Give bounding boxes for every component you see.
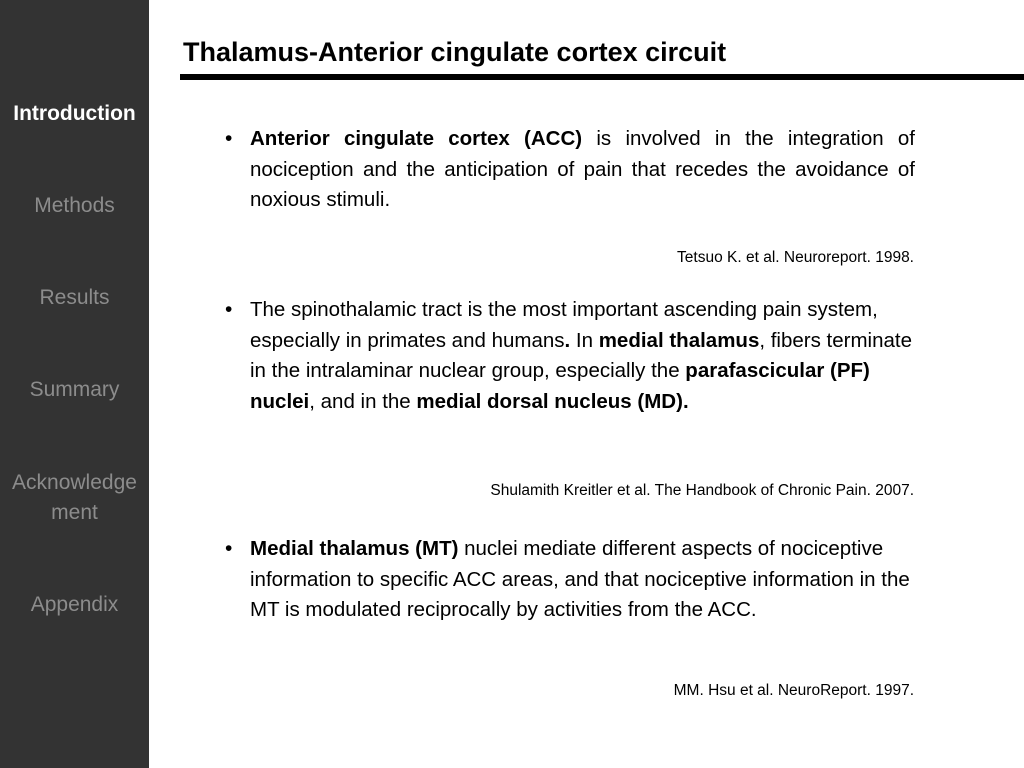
- sidebar-nav: [0, 0, 149, 768]
- bullet-text-bold: medial thalamus: [598, 328, 760, 352]
- bullet-text-bold: .: [564, 328, 571, 352]
- bullet-text-run: , and in the: [309, 389, 417, 413]
- bullet-text-run: nuclei mediate different aspects of nociceptive information to specific ACC areas, and that nociceptive information in the MT is modulated reciprocally by activities from the ACC.: [250, 537, 910, 621]
- title-underline: [180, 74, 1024, 80]
- sidebar-item-results[interactable]: [0, 283, 149, 313]
- sidebar-item-label-line2: ment: [51, 501, 98, 524]
- sidebar-item-label: Results: [39, 286, 110, 309]
- sidebar-item-label: Summary: [29, 378, 120, 401]
- sidebar-item-label: Appendix: [30, 593, 119, 616]
- sidebar-item-appendix[interactable]: [0, 590, 149, 620]
- sidebar-item-label: Acknowledge: [12, 471, 137, 494]
- bullet-text-bold: medial dorsal nucleus (MD).: [416, 389, 689, 413]
- reference-citation: MM. Hsu et al. NeuroReport. 1997.: [673, 682, 914, 699]
- sidebar-item-introduction[interactable]: [0, 99, 149, 129]
- bullet-text-run: is involved in the integration of nociception and the anticipation of pain that recedes the avoidance of noxious stimuli.: [250, 127, 915, 211]
- bullet-text-run: The spinothalamic tract is the most important ascending pain system, especially in primates and humans: [250, 298, 878, 352]
- sidebar-item-label: Introduction: [13, 102, 136, 125]
- bullet-text-bold: Anterior cingulate cortex (ACC): [250, 127, 583, 150]
- sidebar-item-acknowledgement[interactable]: [0, 468, 149, 528]
- bullet-text-bold: Medial thalamus (MT): [250, 537, 459, 560]
- bullet-text: [250, 534, 915, 626]
- bullet-marker: •: [225, 298, 233, 321]
- bullet-text-run: , fibers terminate in the intralaminar nuclear group, especially the: [250, 328, 913, 382]
- bullet-text: [250, 124, 915, 216]
- bullet-marker: •: [225, 537, 233, 560]
- bullet-item-acc: [225, 124, 915, 216]
- reference-citation: Tetsuo K. et al. Neuroreport. 1998.: [677, 249, 914, 266]
- bullet-item-spinothalamic: [225, 295, 915, 417]
- page-title: Thalamus-Anterior cingulate cortex circuit: [183, 37, 727, 67]
- sidebar-item-methods[interactable]: [0, 191, 149, 221]
- bullet-marker: •: [225, 127, 233, 150]
- sidebar-item-summary[interactable]: [0, 375, 149, 405]
- bullet-item-medial-thalamus: [225, 534, 915, 626]
- sidebar-item-label: Methods: [34, 194, 115, 217]
- bullet-text-bold: parafascicular (PF) nuclei: [250, 359, 870, 413]
- bullet-text-run: In: [570, 328, 599, 352]
- bullet-text: [250, 295, 915, 417]
- reference-citation: Shulamith Kreitler et al. The Handbook of Chronic Pain. 2007.: [490, 482, 914, 499]
